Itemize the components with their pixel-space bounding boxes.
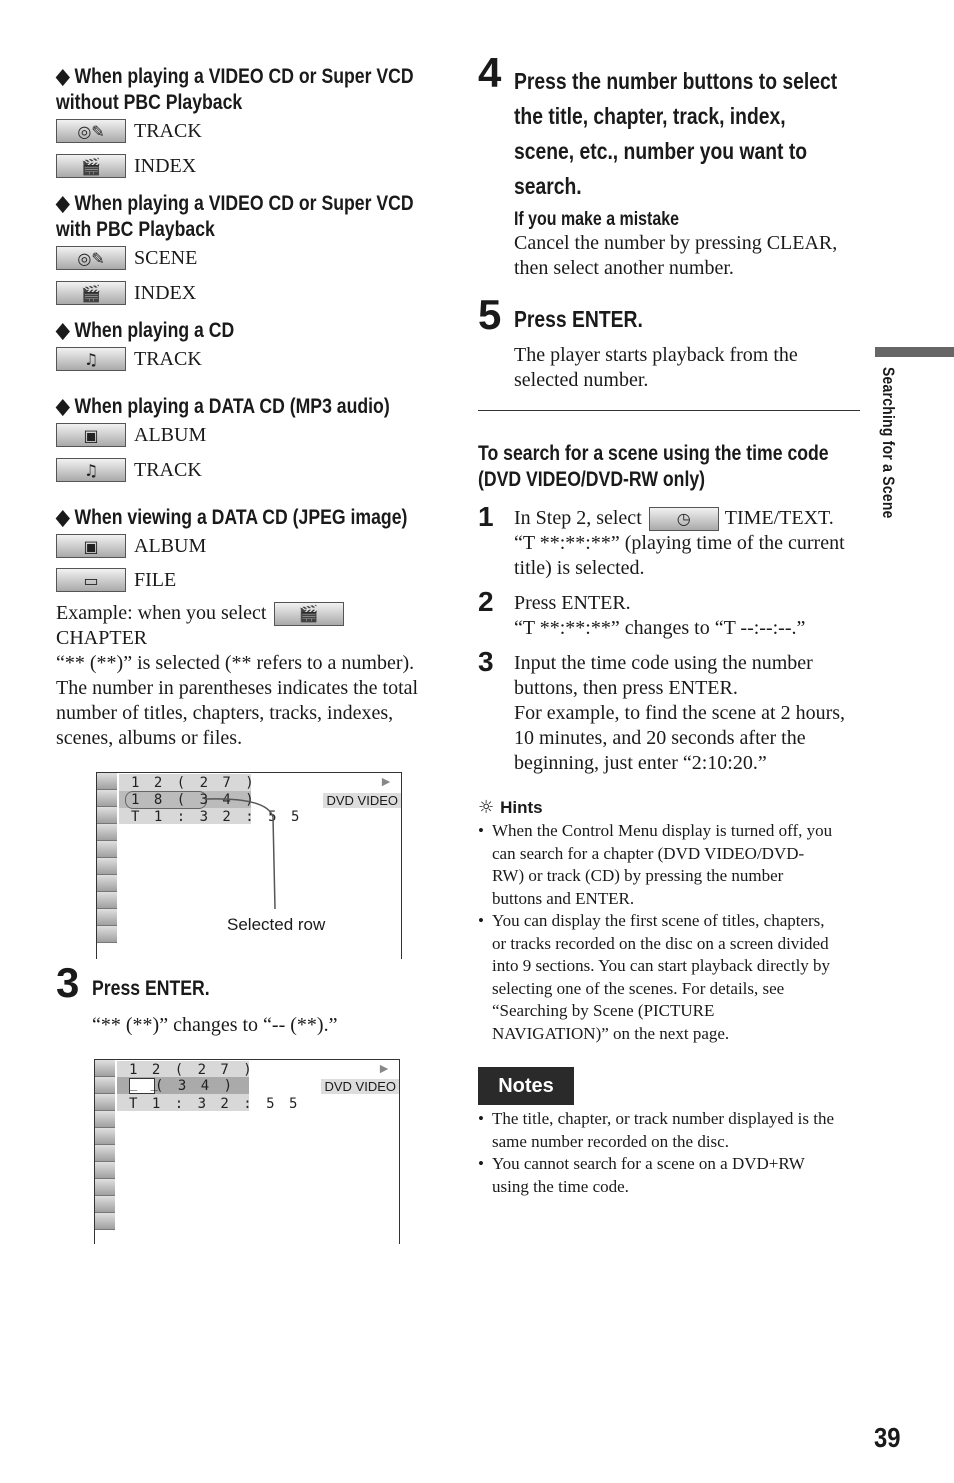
dvd-video-tag: DVD VIDEO (321, 1079, 399, 1094)
osd-icon-column (97, 773, 117, 943)
heading-data-cd-mp3: ◆ When playing a DATA CD (MP3 audio) (56, 395, 390, 418)
heading-vcd-with-pbc: ◆ When playing a VIDEO CD or Super VCD with PBC Playback (56, 192, 414, 241)
note-item: • You cannot search for a scene on a DVD+RW using the time code. (478, 1153, 864, 1198)
osd-screen-selected (96, 772, 402, 959)
hints-header: ☼ Hints (478, 797, 543, 818)
side-tab-bar (875, 347, 954, 357)
step-title: Press the number buttons to select the title, chapter, track, index, scene, etc., number you want to search. (514, 68, 838, 199)
play-icon: ► (379, 775, 393, 790)
osd-icon-column (95, 1060, 115, 1230)
hint-item: • When the Control Menu display is turned off, you can search for a chapter (DVD VIDEO/DVD- RW) or track (CD) by pressing the number buttons and ENTER. (478, 820, 864, 910)
option-row: 🎬 INDEX (56, 279, 196, 307)
osd-screen-changed (94, 1059, 400, 1244)
image-file-icon: ▭ (56, 568, 126, 592)
disc-icon: ◎✎ (56, 246, 126, 270)
album-icon: ▣ (56, 423, 126, 447)
step-number: 5 (478, 291, 502, 338)
input-cursor: _ _ (130, 1077, 161, 1091)
timecode-heading: To search for a scene using the time code (DVD VIDEO/DVD-RW only) (478, 442, 829, 491)
osd-title-line: 1 2 ( 2 7 ) (129, 1062, 255, 1078)
option-row: 🎬 INDEX (56, 152, 196, 180)
notes-badge: Notes (478, 1067, 574, 1105)
option-row: ♫ TRACK (56, 456, 202, 484)
mistake-heading: If you make a mistake (514, 209, 680, 230)
step-title: Press ENTER. (514, 306, 643, 332)
music-note-icon: ♫ (56, 458, 126, 482)
lightbulb-icon: ☼ (478, 797, 495, 818)
step-number: 2 (478, 586, 494, 617)
option-row: ◎✎ TRACK (56, 117, 202, 145)
step-title: Press ENTER. (92, 977, 210, 1000)
osd-title-line: 1 2 ( 2 7 ) (131, 775, 257, 791)
dvd-video-tag: DVD VIDEO (323, 793, 401, 808)
option-row: ▣ ALBUM (56, 532, 206, 560)
mistake-text: Cancel the number by pressing CLEAR, then select another number. (514, 232, 838, 279)
album-icon: ▣ (56, 534, 126, 558)
step-number: 3 (56, 959, 80, 1006)
osd-time-line: T 1 : 3 2 : 5 5 (131, 809, 303, 825)
heading-data-cd-jpeg: ◆ When viewing a DATA CD (JPEG image) (56, 506, 408, 529)
clock-icon: ◷ (649, 507, 719, 531)
step-text: The player starts playback from the selected number. (514, 344, 798, 391)
step-text: Press ENTER. “T **:**:**” changes to “T --:--:--.” (514, 592, 806, 639)
step-text: Input the time code using the number buttons, then press ENTER. For example, to find the scene at 2 hours, 10 minutes, and 20 seconds after the beginning, just enter “2:10:20.” (514, 652, 846, 774)
side-tab: Searching for a Scene (879, 367, 898, 519)
callout-line (197, 797, 287, 917)
note-item: • The title, chapter, or track number displayed is the same number recorded on the disc. (478, 1108, 864, 1153)
disc-icon: ◎✎ (56, 119, 126, 143)
play-icon: ► (377, 1062, 391, 1077)
example-paragraph: Example: when you select 🎬 CHAPTER “** (**)” is selected (** refers to a number). The number in parentheses indicates the total number of titles, chapters, tracks, indexes, scenes, albums or files. (56, 602, 419, 749)
step-number: 1 (478, 501, 494, 532)
option-row: ▣ ALBUM (56, 421, 206, 449)
step-number: 4 (478, 49, 502, 96)
clapper-icon: 🎬 (56, 154, 126, 178)
step-text: In Step 2, select ◷ TIME/TEXT. “T **:**:**” (playing time of the current title) is selected. (514, 507, 845, 579)
option-row: ◎✎ SCENE (56, 244, 197, 272)
heading-vcd-without-pbc: ◆ When playing a VIDEO CD or Super VCD without PBC Playback (56, 65, 414, 114)
clapper-icon: 🎬 (56, 281, 126, 305)
music-note-icon: ♫ (56, 347, 126, 371)
hint-item: • You can display the first scene of titles, chapters, or tracks recorded on the disc on a screen divided into 9 sections. You can start playback directly by selecting one of the scenes. For details, see “Searching by Scene (PICTURE NAVIGATION)” on the next page. (478, 910, 864, 1045)
option-row: ♫ TRACK (56, 345, 202, 373)
page-number: 39 (874, 1422, 901, 1453)
notes-list (478, 1108, 864, 1198)
osd-selected-row: ( 3 4 ) (155, 1078, 236, 1094)
hints-list (478, 820, 864, 1045)
divider (478, 410, 860, 411)
callout-label: Selected row (227, 915, 326, 934)
step-text: “** (**)” changes to “-- (**).” (92, 1014, 338, 1036)
osd-selected-row: 1 8 ( 3 4 ) (131, 792, 257, 808)
osd-time-line: T 1 : 3 2 : 5 5 (129, 1096, 301, 1112)
option-row: ▭ FILE (56, 566, 176, 594)
heading-cd: ◆ When playing a CD (56, 319, 235, 342)
clapper-icon: 🎬 (274, 602, 344, 626)
step-number: 3 (478, 646, 494, 677)
